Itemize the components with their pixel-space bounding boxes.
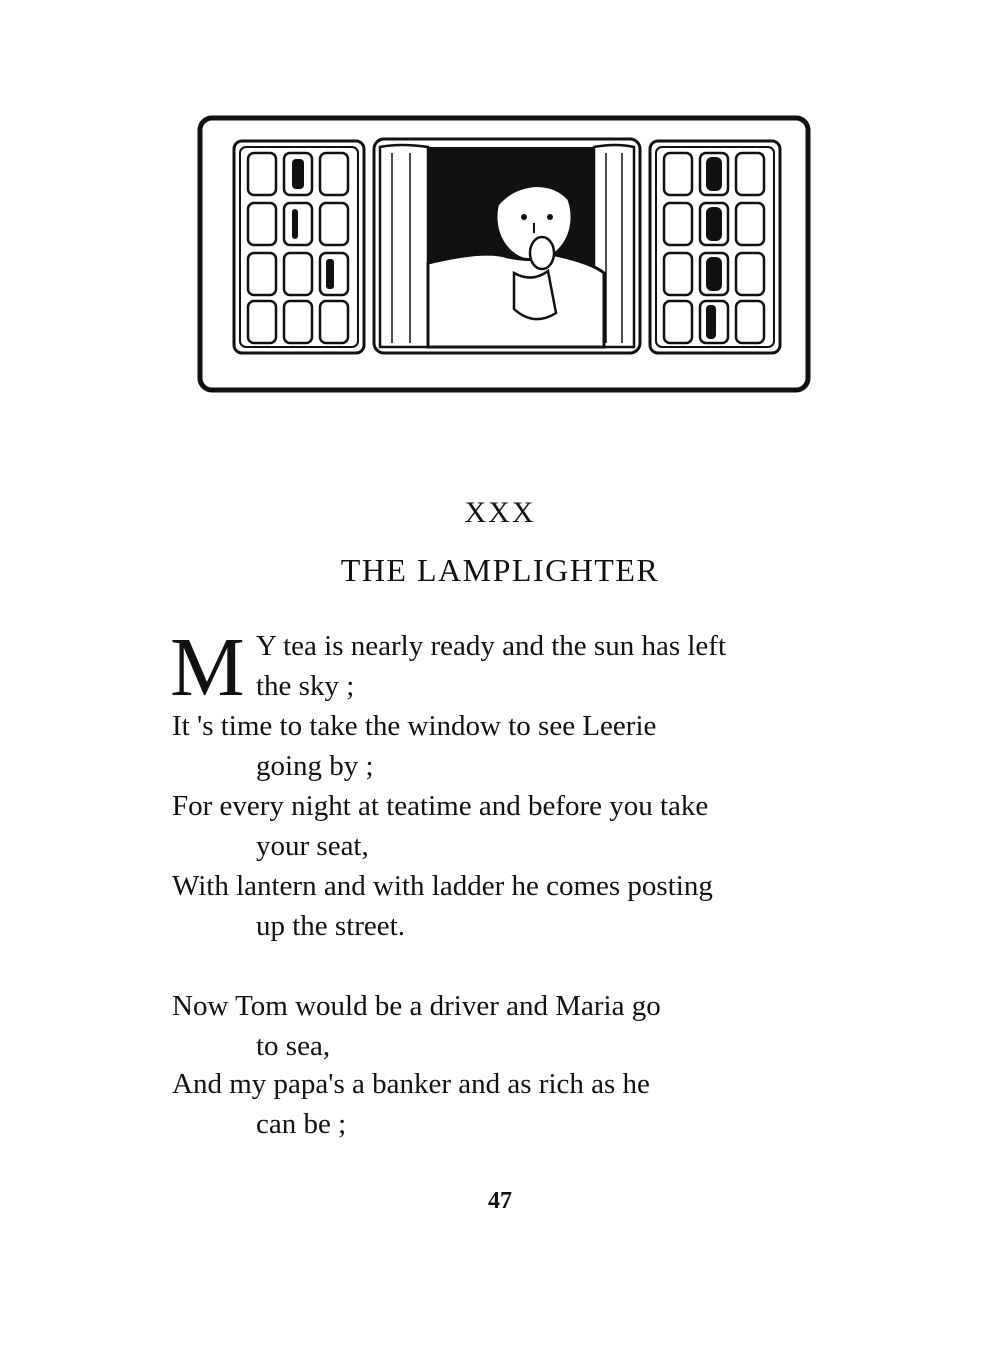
poem-line: can be ; bbox=[256, 1108, 347, 1140]
center-window bbox=[374, 139, 640, 353]
right-window-pane bbox=[650, 141, 780, 353]
drop-cap: M bbox=[170, 621, 245, 714]
poem-line: Y tea is nearly ready and the sun has left bbox=[256, 630, 727, 662]
poem-line: the sky ; bbox=[256, 670, 355, 702]
left-window-pane bbox=[234, 141, 364, 353]
poem-line: And my papa's a banker and as rich as he bbox=[172, 1068, 650, 1100]
poem-line: your seat, bbox=[256, 830, 369, 862]
poem-line: For every night at teatime and before you take bbox=[172, 790, 709, 822]
poem-line: going by ; bbox=[256, 750, 374, 782]
chapter-title: THE LAMPLIGHTER bbox=[340, 552, 660, 588]
poem-line: It 's time to take the window to see Leerie bbox=[172, 710, 657, 742]
boy-at-window-illustration bbox=[196, 113, 812, 395]
chapter-number: XXX bbox=[464, 496, 536, 529]
poem-line: With lantern and with ladder he comes posting bbox=[172, 870, 713, 902]
poem-line: up the street. bbox=[256, 910, 405, 942]
poem-line: Now Tom would be a driver and Maria go bbox=[172, 990, 661, 1022]
poem-line: to sea, bbox=[256, 1030, 331, 1062]
page-number: 47 bbox=[488, 1188, 512, 1214]
